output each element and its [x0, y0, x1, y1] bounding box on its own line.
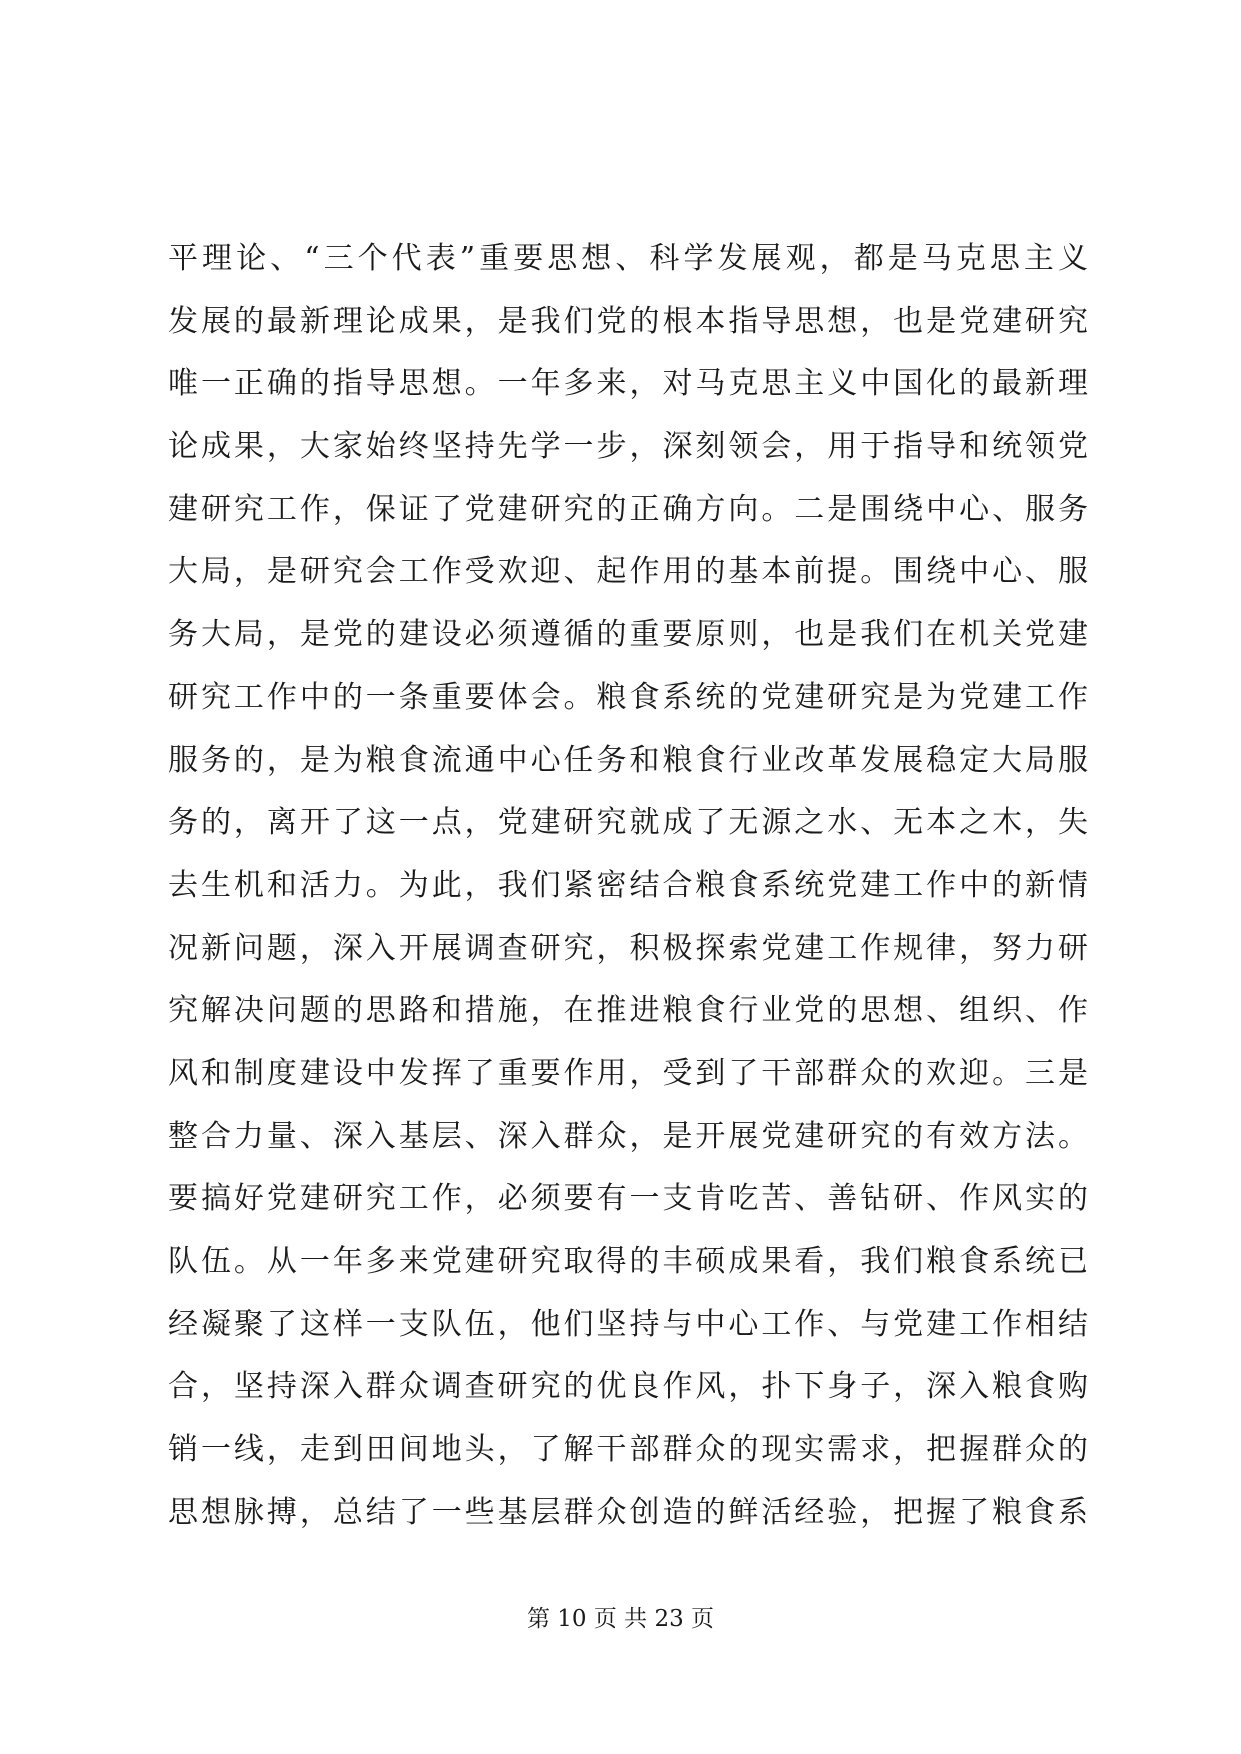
text-line-11: 去生机和活力。为此，我们紧密结合粮食系统党建工作中的新情 [168, 867, 1088, 903]
text-line-15: 整合力量、深入基层、深入群众，是开展党建研究的有效方法。 [168, 1118, 1088, 1154]
text-line-18: 经凝聚了这样一支队伍，他们坚持与中心工作、与党建工作相结 [168, 1306, 1088, 1342]
text-line-9: 服务的，是为粮食流通中心任务和粮食行业改革发展稳定大局服 [168, 742, 1088, 778]
page-number-label: 第 10 页 共 23 页 [526, 1606, 715, 1632]
page-footer [0, 1604, 1241, 1634]
text-line-12: 况新问题，深入开展调查研究，积极探索党建工作规律，努力研 [168, 930, 1088, 966]
text-line-19: 合，坚持深入群众调查研究的优良作风，扑下身子，深入粮食购 [168, 1369, 1088, 1405]
text-line-5: 建研究工作，保证了党建研究的正确方向。二是围绕中心、服务 [168, 491, 1088, 527]
text-line-13: 究解决问题的思路和措施，在推进粮食行业党的思想、组织、作 [168, 993, 1088, 1029]
text-line-6: 大局，是研究会工作受欢迎、起作用的基本前提。围绕中心、服 [168, 554, 1088, 590]
text-line-2: 发展的最新理论成果，是我们党的根本指导思想，也是党建研究 [168, 303, 1088, 339]
body-text [168, 228, 1088, 1544]
text-line-4: 论成果，大家始终坚持先学一步，深刻领会，用于指导和统领党 [168, 429, 1088, 465]
text-line-21: 思想脉搏，总结了一些基层群众创造的鲜活经验，把握了粮食系 [168, 1494, 1088, 1530]
text-line-16: 要搞好党建研究工作，必须要有一支肯吃苦、善钻研、作风实的 [168, 1181, 1088, 1217]
text-line-3: 唯一正确的指导思想。一年多来，对马克思主义中国化的最新理 [168, 366, 1088, 402]
text-line-7: 务大局，是党的建设必须遵循的重要原则，也是我们在机关党建 [168, 617, 1088, 653]
text-line-1: 平理论、“三个代表”重要思想、科学发展观，都是马克思主义 [168, 241, 1088, 276]
text-line-17: 队伍。从一年多来党建研究取得的丰硕成果看，我们粮食系统已 [168, 1244, 1088, 1279]
text-line-20: 销一线，走到田间地头，了解干部群众的现实需求，把握群众的 [168, 1432, 1088, 1468]
text-line-14: 风和制度建设中发挥了重要作用，受到了干部群众的欢迎。三是 [168, 1055, 1088, 1091]
text-line-10: 务的，离开了这一点，党建研究就成了无源之水、无本之木，失 [168, 805, 1088, 841]
text-line-8: 研究工作中的一条重要体会。粮食系统的党建研究是为党建工作 [168, 679, 1088, 715]
